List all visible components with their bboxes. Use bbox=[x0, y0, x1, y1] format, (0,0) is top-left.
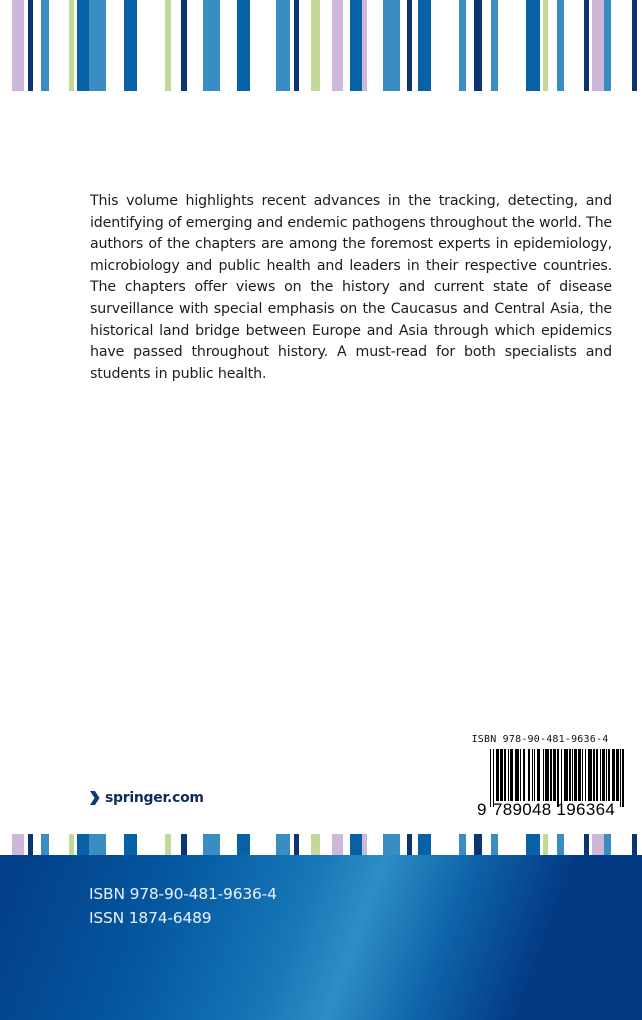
stripe bbox=[294, 0, 299, 91]
barcode-bar bbox=[585, 749, 586, 801]
barcode-bar bbox=[572, 749, 573, 801]
stripe bbox=[418, 834, 431, 856]
barcode-bar bbox=[590, 749, 593, 801]
stripe bbox=[526, 834, 540, 856]
stripe bbox=[526, 0, 540, 91]
stripe bbox=[28, 834, 33, 856]
barcode-bar bbox=[501, 749, 502, 801]
stripe bbox=[584, 834, 589, 856]
barcode-bar bbox=[622, 749, 623, 807]
stripe bbox=[543, 834, 548, 856]
barcode-bar bbox=[561, 749, 562, 807]
stripe bbox=[77, 0, 89, 91]
stripe bbox=[459, 0, 466, 91]
barcode-bar bbox=[493, 749, 494, 807]
stripe bbox=[237, 834, 250, 856]
stripe bbox=[311, 0, 320, 91]
stripe bbox=[557, 0, 564, 91]
stripe bbox=[491, 0, 498, 91]
barcode-bar bbox=[578, 749, 581, 801]
barcode-bar bbox=[548, 749, 549, 801]
barcode-bar bbox=[511, 749, 512, 801]
barcode-bar bbox=[520, 749, 521, 801]
bottom-blue-band bbox=[0, 855, 642, 1020]
stripe bbox=[311, 834, 320, 856]
band-issn: ISSN 1874-6489 bbox=[89, 909, 212, 927]
springer-link[interactable] bbox=[89, 790, 204, 806]
stripe bbox=[294, 834, 299, 856]
stripe bbox=[165, 0, 171, 91]
stripe bbox=[77, 834, 89, 856]
barcode-bar bbox=[523, 749, 526, 801]
barcode-bar bbox=[613, 749, 614, 801]
stripe bbox=[69, 0, 74, 91]
stripe bbox=[543, 0, 548, 91]
band-isbn: ISBN 978-90-481-9636-4 bbox=[89, 885, 277, 903]
stripe bbox=[124, 834, 137, 856]
barcode-bar bbox=[490, 749, 491, 807]
barcode-bar bbox=[532, 749, 533, 801]
stripe bbox=[276, 834, 290, 856]
stripe bbox=[604, 834, 611, 856]
barcode-bar bbox=[557, 749, 560, 807]
barcode-bar bbox=[582, 749, 583, 801]
stripe bbox=[89, 834, 106, 856]
stripe bbox=[89, 0, 106, 91]
stripe bbox=[459, 834, 466, 856]
stripe bbox=[557, 834, 564, 856]
barcode-bar bbox=[529, 749, 530, 801]
barcode-bar bbox=[518, 749, 519, 801]
barcode-icon bbox=[490, 749, 608, 801]
barcode-bar bbox=[539, 749, 540, 801]
stripe bbox=[584, 0, 589, 91]
stripe bbox=[592, 0, 604, 91]
stripe bbox=[12, 0, 24, 91]
top-stripe-decoration bbox=[0, 0, 642, 91]
stripe bbox=[124, 0, 137, 91]
barcode-bar bbox=[496, 749, 499, 801]
bottom-stripe-decoration bbox=[0, 834, 642, 856]
stripe bbox=[165, 834, 171, 856]
barcode-bar bbox=[600, 749, 601, 801]
barcode-isbn-label: ISBN 978-90-481-9636-4 bbox=[471, 734, 609, 745]
barcode-bar bbox=[576, 749, 577, 801]
stripe bbox=[407, 834, 412, 856]
stripe bbox=[362, 834, 367, 856]
barcode-bar bbox=[597, 749, 598, 801]
stripe bbox=[407, 0, 412, 91]
stripe bbox=[41, 0, 49, 91]
barcode-number: 789048 196364 bbox=[493, 800, 616, 819]
stripe bbox=[203, 834, 220, 856]
stripe bbox=[12, 834, 24, 856]
barcode-bar bbox=[534, 749, 535, 801]
stripe bbox=[332, 0, 343, 91]
barcode-bar bbox=[566, 749, 569, 801]
stripe bbox=[362, 0, 367, 91]
stripe bbox=[28, 0, 33, 91]
stripe bbox=[276, 0, 290, 91]
barcode-bar bbox=[620, 749, 621, 807]
barcode-bar bbox=[616, 749, 619, 801]
barcode-bar bbox=[504, 749, 507, 801]
chevron-right-icon bbox=[89, 790, 100, 806]
stripe bbox=[69, 834, 74, 856]
stripe bbox=[418, 0, 431, 91]
stripe bbox=[632, 0, 637, 91]
stripe bbox=[203, 0, 220, 91]
isbn-barcode-block bbox=[470, 734, 610, 801]
stripe bbox=[383, 834, 400, 856]
barcode-bar bbox=[602, 749, 605, 801]
barcode-bar bbox=[550, 749, 551, 801]
stripe bbox=[181, 0, 187, 91]
stripe bbox=[604, 0, 611, 91]
barcode-bar bbox=[554, 749, 555, 801]
barcode-bar bbox=[569, 749, 570, 801]
barcode-digits bbox=[477, 800, 616, 820]
stripe bbox=[181, 834, 187, 856]
barcode-bar bbox=[606, 749, 607, 801]
stripe bbox=[491, 834, 498, 856]
barcode-bar bbox=[508, 749, 509, 801]
stripe bbox=[350, 0, 362, 91]
stripe bbox=[350, 834, 362, 856]
stripe bbox=[237, 0, 250, 91]
stripe bbox=[41, 834, 49, 856]
barcode-bar bbox=[543, 749, 544, 801]
stripe bbox=[332, 834, 343, 856]
stripe bbox=[592, 834, 604, 856]
barcode-bar bbox=[593, 749, 594, 801]
stripe bbox=[474, 834, 482, 856]
stripe bbox=[474, 0, 482, 91]
barcode-lead-digit: 9 bbox=[477, 800, 487, 819]
stripe bbox=[632, 834, 637, 856]
book-description: This volume highlights recent advances in the tracking, detecting, and identifying of emerging and endemic pathogens throughout the world. The authors of the chapters are among the foremost experts in epidemiology, microbiology and public health and leaders in their respective countries. The chapters offer views on the history and current state of disease surveillance with special emphasis on the Caucasus and Central Asia, the historical land bridge between Europe and Asia through which epidemics have passed throughout history. A must-read for both specialists and students in public health. bbox=[90, 193, 612, 382]
springer-link-text: springer.com bbox=[105, 790, 204, 806]
stripe bbox=[383, 0, 400, 91]
barcode-bar bbox=[608, 749, 609, 801]
